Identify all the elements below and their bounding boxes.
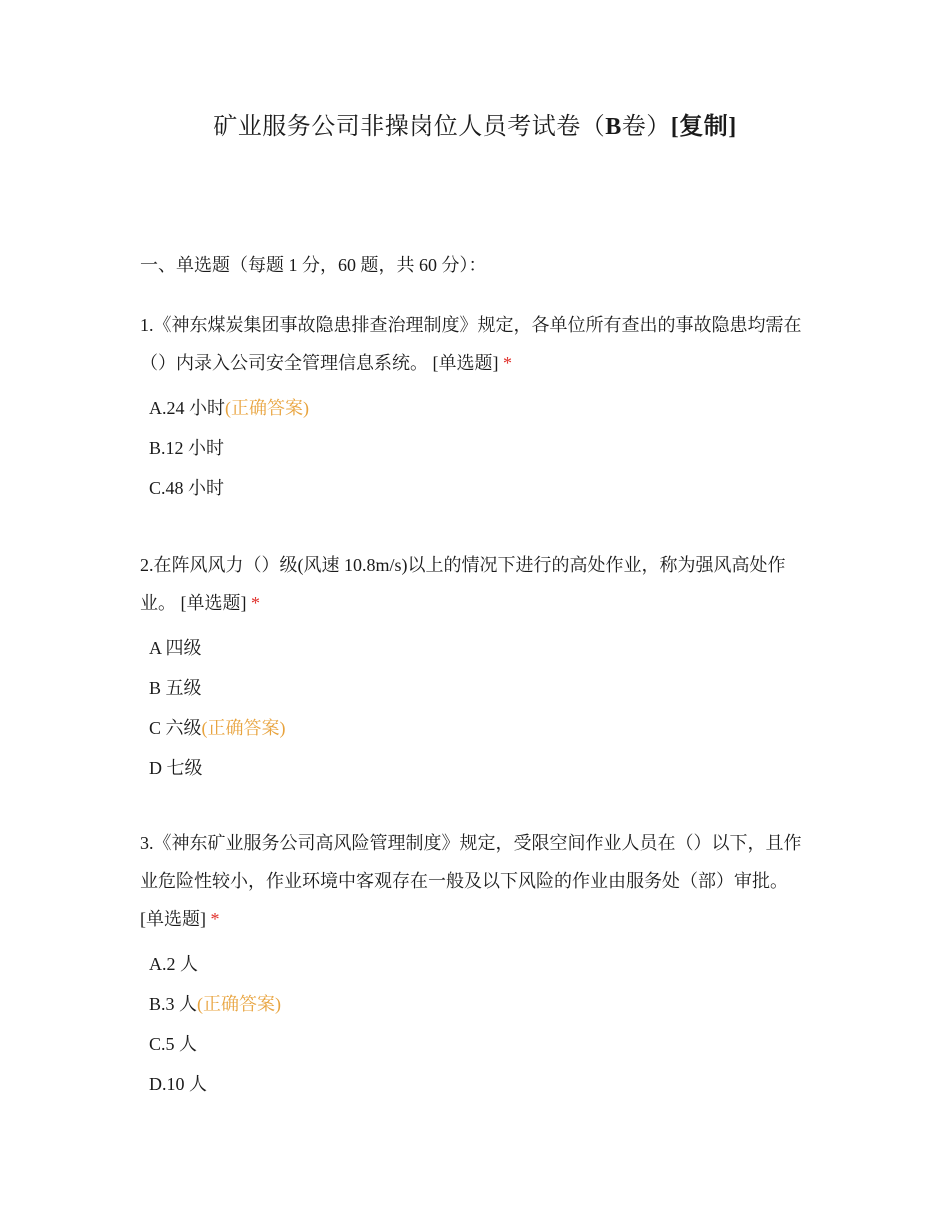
question-type-tag: [单选题] xyxy=(140,909,206,929)
question-stem xyxy=(140,546,812,622)
option-list xyxy=(140,628,812,788)
required-mark: * xyxy=(251,593,260,613)
option-b xyxy=(140,428,812,468)
option-text: A.2 人 xyxy=(149,954,198,974)
correct-answer-mark: (正确答案) xyxy=(197,994,282,1014)
option-text: C.48 小时 xyxy=(149,478,225,498)
title-text-part2: 卷） xyxy=(621,114,671,140)
option-text: B 五级 xyxy=(149,678,202,698)
option-c xyxy=(140,468,812,508)
option-list xyxy=(140,388,812,508)
question-1 xyxy=(140,306,812,508)
option-text: D.10 人 xyxy=(149,1074,207,1094)
document-title xyxy=(0,110,950,144)
option-b xyxy=(140,984,812,1024)
option-a xyxy=(140,628,812,668)
question-type-tag: [单选题] xyxy=(180,593,247,613)
option-b xyxy=(140,668,812,708)
option-list xyxy=(140,944,812,1104)
option-c xyxy=(140,1024,812,1064)
section-heading: 一、单选题（每题 1 分，60 题，共 60 分）： xyxy=(140,255,487,275)
option-a xyxy=(140,388,812,428)
option-text: D 七级 xyxy=(149,758,203,778)
title-copy-suffix: [复制] xyxy=(670,114,737,140)
option-text: C.5 人 xyxy=(149,1034,198,1054)
title-text-part1: 矿业服务公司非操岗位人员考试卷（ xyxy=(213,114,606,140)
title-text-bold: B xyxy=(605,114,622,140)
required-mark: * xyxy=(503,353,512,373)
question-stem-text: 3.《神东矿业服务公司高风险管理制度》规定，受限空间作业人员在（）以下，且作业危险性较小，作业环境中客观存在一般及以下风险的作业由服务处（部）审批。 xyxy=(140,833,802,891)
option-text: A.24 小时 xyxy=(149,398,225,418)
correct-answer-mark: (正确答案) xyxy=(201,718,286,738)
required-mark: * xyxy=(210,909,220,929)
option-a xyxy=(140,944,812,984)
correct-answer-mark: (正确答案) xyxy=(225,398,309,418)
question-2 xyxy=(140,546,812,788)
option-text: B.12 小时 xyxy=(149,438,225,458)
question-type-tag: [单选题] xyxy=(432,353,499,373)
question-stem-text: 2.在阵风风力（）级(风速 10.8m/s)以上的情况下进行的高处作业，称为强风高处作业。 xyxy=(140,555,786,613)
option-text: A 四级 xyxy=(149,638,202,658)
option-d xyxy=(140,748,812,788)
option-c xyxy=(140,708,812,748)
option-text: C 六级 xyxy=(149,718,202,738)
question-stem xyxy=(140,824,812,938)
question-3 xyxy=(140,824,812,1104)
question-stem-text: 1.《神东煤炭集团事故隐患排查治理制度》规定，各单位所有查出的事故隐患均需在（）内录入公司安全管理信息系统。 xyxy=(140,315,802,373)
option-text: B.3 人 xyxy=(149,994,198,1014)
question-stem xyxy=(140,306,812,382)
option-d xyxy=(140,1064,812,1104)
